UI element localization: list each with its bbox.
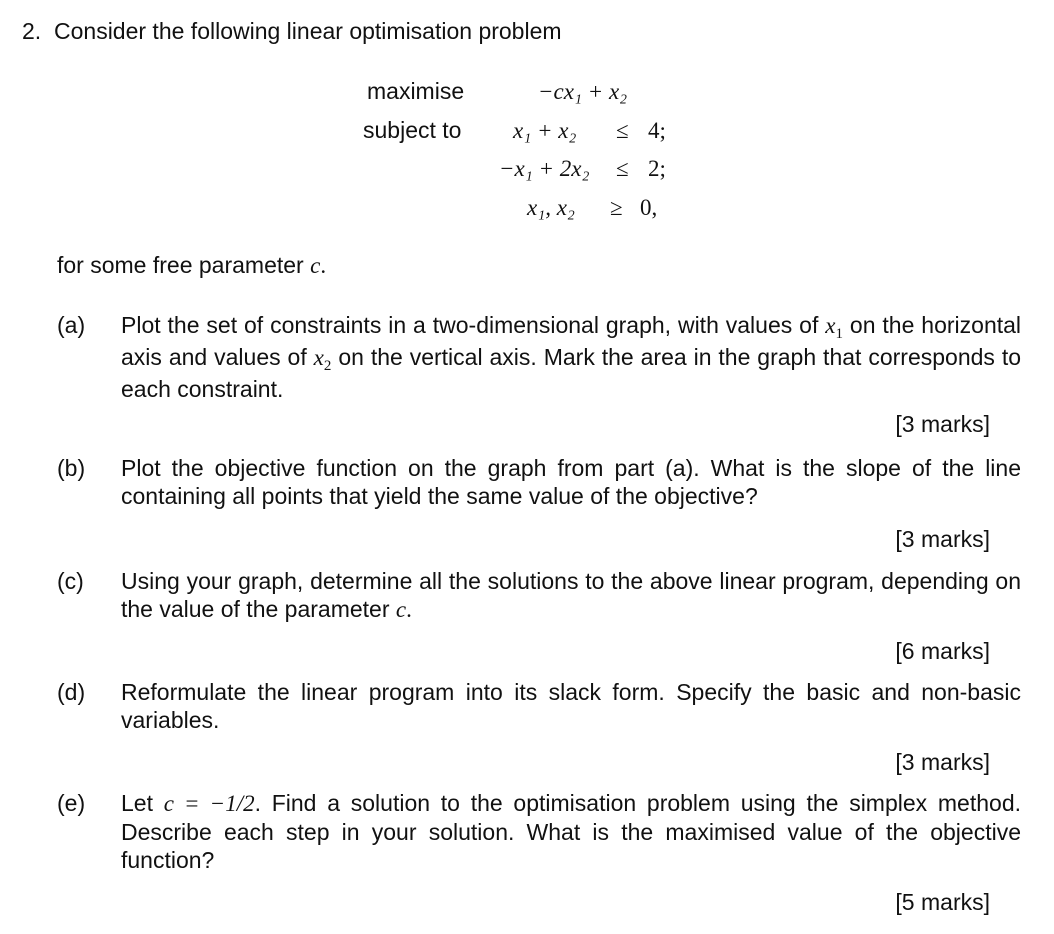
- part-e-equation: c = −1/2: [163, 791, 255, 816]
- part-c-marks: [6 marks]: [895, 638, 990, 664]
- constraint-2-rhs: 2;: [648, 156, 666, 181]
- part-c-label: (c): [57, 568, 84, 594]
- part-a: [57, 311, 1022, 441]
- constraint-1-relation: ≤: [616, 118, 629, 143]
- part-b-text: Plot the objective function on the graph from part (a). What is the slope of the line containing all points that yield the same value of the objective?: [121, 455, 1021, 509]
- free-parameter-symbol: c: [310, 253, 321, 278]
- question-number: 2.: [22, 18, 42, 44]
- objective-label: maximise: [367, 78, 465, 104]
- part-c: [57, 567, 1022, 667]
- constraints-label: subject to: [363, 117, 462, 143]
- part-a-text-2: on the horizontal axis and values of: [121, 312, 1022, 370]
- free-parameter-text: for some free parameter: [57, 252, 304, 278]
- part-e-text-2: . Find a solution to the optimisation problem using the simplex method. Describe each step in your solution. What is the maximised value of the objective function?: [121, 790, 1022, 873]
- part-d-label: (d): [57, 679, 86, 705]
- part-b: [57, 454, 1022, 554]
- part-e-text-1: Let: [121, 790, 153, 816]
- part-c-text-2: .: [406, 597, 412, 622]
- constraint-2-lhs: −x₁ + 2x₂: [499, 156, 590, 181]
- free-parameter-end: .: [320, 253, 327, 278]
- constraint-3-relation: ≥: [610, 195, 623, 220]
- part-e-marks: [5 marks]: [895, 889, 990, 915]
- question-heading: [22, 17, 562, 45]
- part-a-sym-1-sub: 1: [835, 326, 843, 342]
- part-b-marks: [3 marks]: [895, 526, 990, 552]
- part-a-text: [121, 311, 1021, 403]
- objective-expression: −cx₁ + x₂: [538, 79, 628, 104]
- part-e: [57, 789, 1022, 919]
- part-a-sym-2-sub: 2: [323, 358, 332, 374]
- part-a-sym-2: x: [313, 345, 324, 370]
- part-c-text-1: Using your graph, determine all the solutions to the above linear program, depending on the value of the parameter: [121, 568, 1021, 622]
- part-c-text: [121, 567, 1021, 624]
- part-a-text-3: on the vertical axis. Mark the area in the graph that corresponds to each constraint.: [121, 344, 1022, 402]
- part-b-label: (b): [57, 455, 86, 481]
- question-intro: Consider the following linear optimisation problem: [54, 18, 562, 44]
- constraint-1-lhs: x₁ + x₂: [513, 118, 577, 143]
- constraint-3-rhs: 0,: [640, 195, 658, 220]
- part-a-text-1: Plot the set of constraints in a two-dimensional graph, with values of: [121, 312, 819, 338]
- free-parameter-line: [57, 251, 326, 280]
- part-e-text: [121, 789, 1021, 874]
- part-a-marks: [3 marks]: [895, 411, 990, 437]
- part-c-sym: c: [395, 597, 407, 622]
- part-e-label: (e): [57, 790, 86, 816]
- constraint-1-rhs: 4;: [648, 118, 666, 143]
- part-a-label: (a): [57, 312, 86, 338]
- constraint-2-relation: ≤: [616, 156, 629, 181]
- part-d: [57, 678, 1022, 778]
- part-a-sym-1: x: [825, 313, 836, 338]
- part-d-text: Reformulate the linear program into its slack form. Specify the basic and non-basic variables.: [121, 679, 1021, 733]
- constraint-3-lhs: x₁, x₂: [527, 195, 575, 220]
- part-d-marks: [3 marks]: [895, 749, 990, 775]
